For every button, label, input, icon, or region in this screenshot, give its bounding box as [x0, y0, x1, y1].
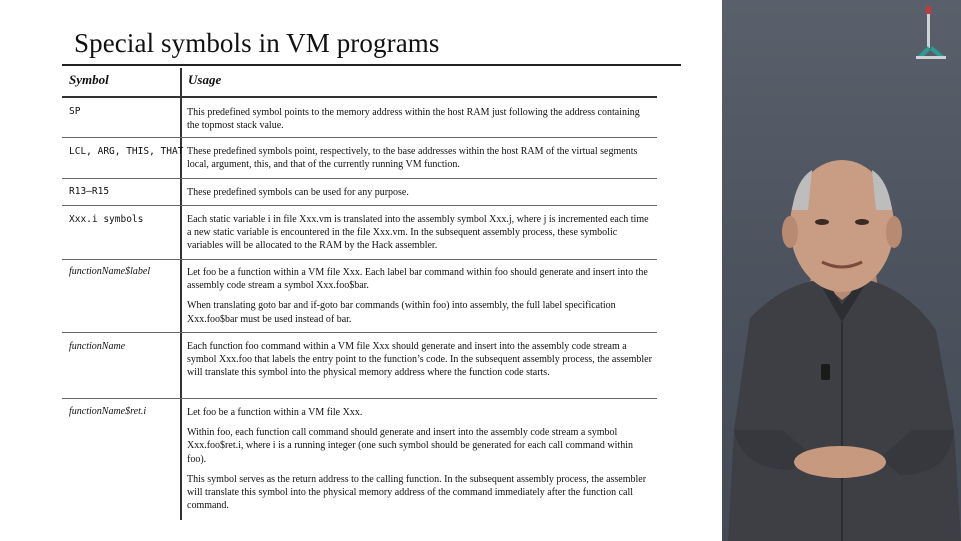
title-divider: [62, 64, 681, 66]
header-symbol: Symbol: [69, 72, 109, 87]
symbol-cell: functionName$ret.i: [69, 406, 147, 417]
header-usage: Usage: [188, 72, 222, 87]
symbol-cell: functionName$label: [69, 266, 151, 277]
usage-cell: [187, 213, 653, 253]
usage-text: Let foo be a function within a VM file Xxx.: [187, 407, 363, 418]
usage-text: Each function foo command within a VM file Xxx should generate and insert into the assembly code stream a symbol Xxx.foo that labels the entry point to the function’s code. In the subsequent assembly process, the assembler will translate this symbol into the physical memory address where the function code starts.: [187, 341, 652, 379]
usage-text: Each static variable i in file Xxx.vm is translated into the assembly symbol Xxx.j, where j is incremented each time a new static variable is encountered in the file Xxx.vm. In the subsequent assembly process, these symbolic variables will be allocated to the RAM by the Hack assembler.: [187, 214, 649, 252]
usage-text: Let foo be a function within a VM file Xxx. Each label bar command within foo should generate and insert into the assembly code stream a symbol Xxx.foo$bar.: [187, 267, 648, 292]
usage-text: This symbol serves as the return address to the calling function. In the subsequent assembly process, the assembler will translate this symbol into the physical memory address of the command immediately after the function call command.: [187, 473, 647, 512]
column-divider: [180, 68, 182, 520]
usage-text: These predefined symbols can be used for any purpose.: [187, 187, 409, 198]
presenter-video: [722, 0, 961, 541]
row-divider: [62, 332, 657, 333]
symbol-cell: R13–R15: [69, 186, 110, 197]
usage-cell: [187, 406, 653, 512]
nand2tetris-logo-icon: [914, 6, 948, 62]
symbol-cell: LCL, ARG, THIS, THAT: [69, 146, 184, 157]
usage-text: These predefined symbols point, respectively, to the base addresses within the host RAM of the virtual segments local, argument, this, and that of the currently running VM function.: [187, 146, 638, 171]
row-divider: [62, 137, 657, 138]
header-divider: [62, 96, 657, 98]
usage-cell: [187, 186, 653, 199]
usage-text: Within foo, each function call command should generate and insert into the assembly code stream a symbol Xxx.foo$ret.i, where i is a running integer (one such symbol should be generated for each call command within foo).: [187, 427, 633, 465]
slide-title: Special symbols in VM programs: [74, 28, 440, 58]
row-divider: [62, 205, 657, 206]
usage-cell: [187, 145, 653, 171]
symbol-cell: functionName: [69, 341, 126, 352]
usage-cell: [187, 266, 653, 326]
usage-cell: [187, 340, 653, 380]
row-divider: [62, 178, 657, 179]
symbol-cell: SP: [69, 106, 81, 117]
usage-cell: [187, 106, 653, 132]
usage-text: When translating goto bar and if-goto bar commands (within foo) into assembly, the full label specification Xxx.foo$bar must be used instead of bar.: [187, 300, 616, 325]
usage-text: This predefined symbol points to the memory address within the host RAM just following the address containing the topmost stack value.: [187, 107, 640, 132]
symbol-cell: Xxx.i symbols: [69, 214, 144, 225]
row-divider: [62, 259, 657, 260]
presenter-figure: [722, 0, 961, 541]
row-divider: [62, 398, 657, 399]
